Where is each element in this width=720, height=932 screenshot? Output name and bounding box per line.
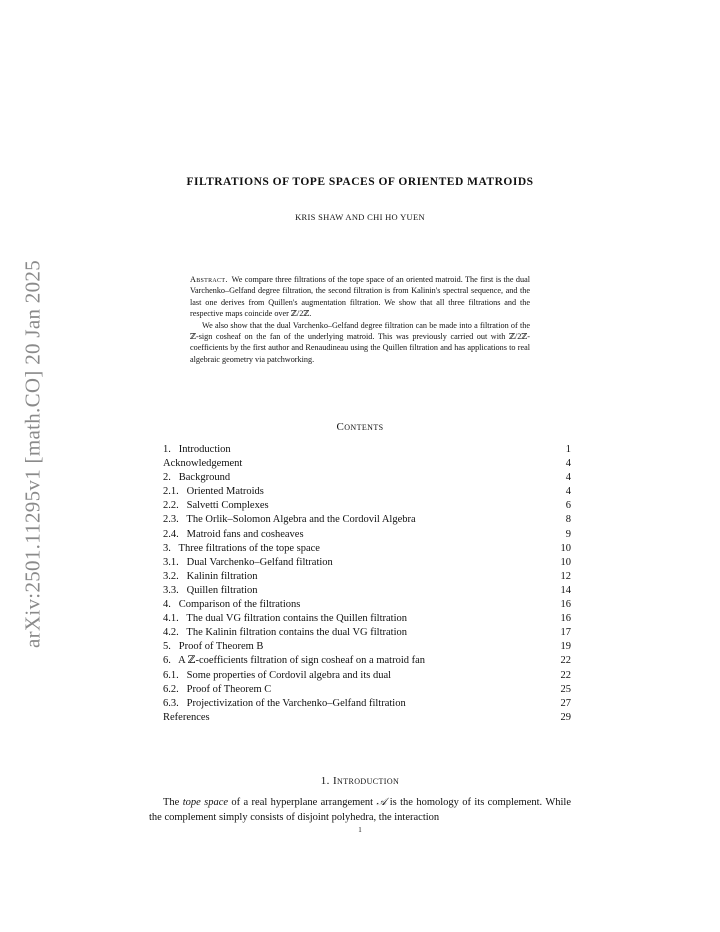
toc-entry-page: 1 [565,444,571,455]
abstract-heading: Abstract. [190,275,228,284]
toc-entry-label: 5. Proof of Theorem B [163,641,264,653]
toc-entry-page: 27 [560,697,571,709]
toc-entry[interactable] [163,683,571,697]
toc-entry-page: 29 [560,711,571,723]
paper-authors: KRIS SHAW AND CHI HO YUEN [295,212,425,222]
toc-entry-label: 3. Three filtrations of the tope space [163,542,320,554]
toc-entry-label: 4. Comparison of the filtrations [163,599,301,611]
toc-entry-page: 9 [565,528,571,540]
abstract [190,274,530,365]
arxiv-identifier-stamp: arXiv:2501.11295v1 [math.CO] 20 Jan 2025 [20,259,45,649]
toc-entry-page: 17 [560,627,571,639]
intro-term-tope-space: tope space [182,797,229,808]
toc-entry-label: 6. A ℤ-coefficients filtration of sign cosheaf on a matroid fan [163,655,426,667]
abstract-text-1: We compare three filtrations of the tope space of an oriented matroid. The first is the dual Varchenko–Gelfand degree filtration, the second filtration is from Kalinin's spectral sequence, and the last one derives from Quillen's augmentation filtration. We show that all three filtrations and the respective maps coincide over ℤ/2ℤ. [190,275,530,319]
toc-entry-label: 6.3. Projectivization of the Varchenko–Gelfand filtration [163,697,406,709]
table-of-contents [163,443,571,725]
toc-entry-label: References [163,711,210,723]
toc-entry-label: 3.3. Quillen filtration [163,584,258,596]
toc-entry[interactable] [163,443,571,457]
abstract-paragraph-2: We also show that the dual Varchenko–Gelfand degree filtration can be made into a filtration of the ℤ-sign cosheaf on the fan of the underlying matroid. This was previously carried out with ℤ/2ℤ-coefficients by the first author and Renaudineau using the Quillen filtration and has applications to real algebraic geometry via patchworking. [190,320,530,364]
toc-entry-page: 8 [565,514,571,526]
contents-heading: Contents [336,421,384,433]
toc-entry-page: 10 [560,556,571,568]
toc-entry-page: 16 [560,599,571,611]
toc-entry[interactable] [163,598,571,612]
toc-entry[interactable] [163,457,571,471]
toc-entry-label: 3.2. Kalinin filtration [163,570,258,582]
toc-entry[interactable] [163,626,571,640]
toc-entry[interactable] [163,570,571,584]
intro-text-start: The [163,797,183,808]
toc-entry[interactable] [163,654,571,668]
toc-entry-label: 3.1. Dual Varchenko–Gelfand filtration [163,556,333,568]
toc-entry-label: Acknowledgement [163,458,243,470]
toc-entry-label: 1. Introduction [163,444,231,455]
toc-entry-page: 25 [560,683,571,695]
toc-entry[interactable] [163,612,571,626]
toc-entry-label: 2. Background [163,472,231,484]
toc-entry[interactable] [163,513,571,527]
intro-sentence [149,796,571,825]
toc-entry[interactable] [163,697,571,711]
toc-entry-label: 2.2. Salvetti Complexes [163,500,269,512]
paper-title: FILTRATIONS OF TOPE SPACES OF ORIENTED MATROIDS [186,176,534,188]
toc-entry-page: 4 [565,458,571,470]
toc-entry-page: 16 [560,613,571,625]
toc-entry[interactable] [163,485,571,499]
toc-entry-label: 2.1. Oriented Matroids [163,486,264,498]
toc-entry-page: 19 [560,641,571,653]
toc-entry[interactable] [163,528,571,542]
toc-entry[interactable] [163,711,571,725]
toc-entry-page: 4 [565,472,571,484]
intro-arrangement-symbol: 𝒜 [376,797,387,808]
toc-entry-page: 6 [565,500,571,512]
introduction-paragraph [149,796,571,825]
toc-entry-page: 4 [565,486,571,498]
toc-entry-label: 6.1. Some properties of Cordovil algebra and its dual [163,669,392,681]
toc-entry-page: 22 [560,669,571,681]
toc-entry-page: 12 [560,570,571,582]
page-number: 1 [358,826,362,834]
toc-entry[interactable] [163,669,571,683]
toc-entry-label: 4.2. The Kalinin filtration contains the dual VG filtration [163,627,407,639]
toc-entry-label: 4.1. The dual VG filtration contains the Quillen filtration [163,613,407,625]
toc-entry[interactable] [163,499,571,513]
toc-entry-label: 2.4. Matroid fans and cosheaves [163,528,304,540]
toc-entry-label: 2.3. The Orlik–Solomon Algebra and the Cordovil Algebra [163,514,416,526]
toc-entry-label: 6.2. Proof of Theorem C [163,683,272,695]
toc-entry[interactable] [163,542,571,556]
toc-entry[interactable] [163,556,571,570]
toc-entry-page: 22 [560,655,571,667]
intro-text-end: is the homology of its complement. While the complement simply consists of disjoint polyhedra, the interaction [149,797,571,823]
toc-entry[interactable] [163,584,571,598]
toc-entry[interactable] [163,640,571,654]
toc-entry[interactable] [163,471,571,485]
toc-entry-page: 14 [560,584,571,596]
toc-entry-page: 10 [560,542,571,554]
section-heading-introduction: 1. Introduction [320,775,400,787]
abstract-paragraph-1 [190,274,530,320]
intro-text-middle: of a real hyperplane arrangement [228,797,377,808]
